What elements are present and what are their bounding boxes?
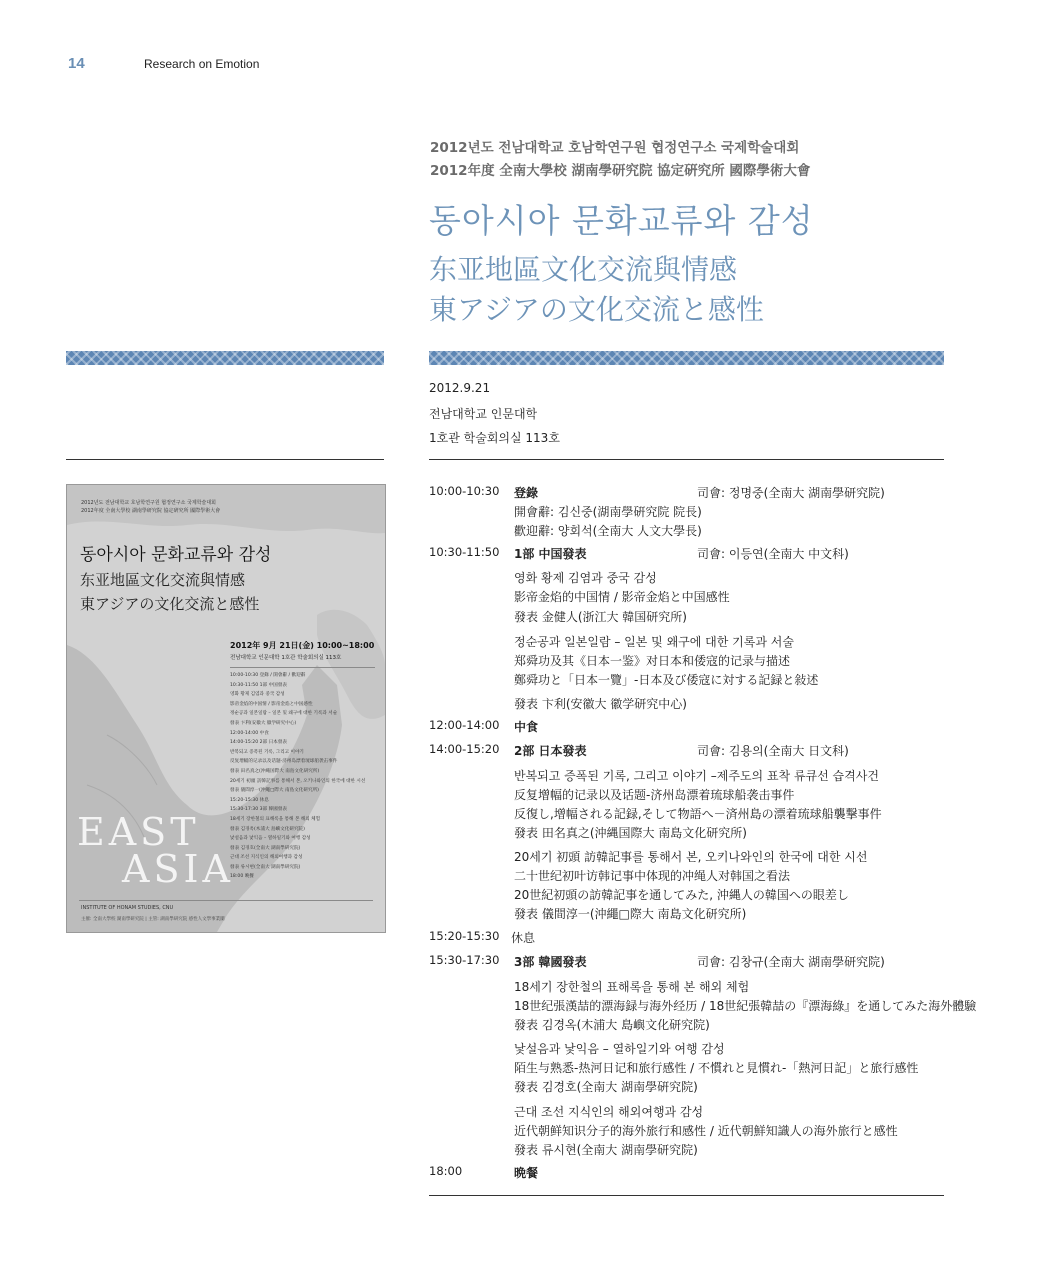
schedule-line: 二十世纪初叶访韩记事中体现的冲绳人对韩国之看法 <box>514 869 791 883</box>
schedule-moderator: 司會: 이등연(全南大 中文科) <box>697 547 849 561</box>
schedule-line: 反復し,增幅される記録,そして物語へ－済州島の漂着琉球船襲撃事件 <box>514 807 882 821</box>
schedule-line: 영화 황제 김염과 중국 감성 <box>514 571 657 585</box>
poster-schedule-line: 반복되고 증폭된 기록, 그리고 이야기 <box>230 749 304 755</box>
schedule-line: 근대 조선 지식인의 해외여행과 감성 <box>514 1105 704 1119</box>
schedule-line: 1部 中国發表 <box>514 547 587 561</box>
poster-schedule-line: 發表 류시현(全南大 湖南學研究院) <box>230 864 301 870</box>
schedule-line: 開會辭: 김신중(湖南學硏究院 院長) <box>514 505 702 519</box>
schedule-line: 發表 儀間淳一(沖繩□際大 南島文化研究所) <box>514 907 747 921</box>
poster-schedule-line: 15:30-17:30 3部 韓國發表 <box>230 807 287 813</box>
poster-schedule-line: 10:00-10:30 登錄 / 開會辭 / 歡迎辭 <box>230 673 306 678</box>
poster-east-text: EAST <box>77 810 200 854</box>
schedule-moderator: 司會: 김창규(全南大 湖南學研究院) <box>697 955 885 969</box>
poster-schedule-line: 12:00-14:00 中食 <box>230 730 269 736</box>
divider-left <box>66 459 384 460</box>
poster-schedule-line: 影帝金焰的中国情 / 影帝金焰と中国感性 <box>230 701 313 707</box>
schedule-time: 18:00 <box>429 1164 463 1178</box>
schedule-line: 發表 김경호(全南大 湖南學硏究院) <box>514 1080 698 1094</box>
schedule-time: 10:30-11:50 <box>429 545 500 559</box>
poster-schedule-line: 發表 儀間淳一(沖繩□際大 南島文化研究所) <box>230 788 319 794</box>
poster-schedule-line: 10:30-11:50 1部 中国發表 <box>230 682 287 688</box>
poster-schedule <box>230 671 380 882</box>
schedule-line: 發表 김경옥(木浦大 島嶼文化研究院) <box>514 1018 710 1032</box>
event-date: 2012.9.21 <box>429 381 491 395</box>
event-poster <box>66 484 386 933</box>
divider-right <box>429 459 944 460</box>
schedule-line: 中食 <box>514 720 539 734</box>
schedule-line: 2部 日本發表 <box>514 744 587 758</box>
poster-footer-rule <box>79 900 373 901</box>
section-title: Research on Emotion <box>144 57 260 71</box>
schedule-line: 鄭舜功と「日本一覽」-日本及び倭寇に対する記録と敍述 <box>514 673 819 687</box>
schedule-line: 發表 金健人(浙江大 韓国研究所) <box>514 610 687 624</box>
schedule-line: 3部 韓國發表 <box>514 955 587 969</box>
schedule-time: 12:00-14:00 <box>429 718 500 732</box>
poster-venue: 전남대학교 인문대학 1호관 학술회의실 113호 <box>230 655 342 661</box>
event-subtitle-cn: 2012年度 全南大學校 湖南學研究院 協定硏究所 國際學術大會 <box>430 163 811 179</box>
poster-schedule-line: 영화 황제 김염과 중국 감성 <box>230 692 285 698</box>
poster-schedule-line: 18:00 晩餐 <box>230 874 254 880</box>
poster-title-jp: 東アジアの文化交流と感性 <box>80 595 260 613</box>
schedule-line: 影帝金焰的中国情 / 影帝金焰と中国感性 <box>514 590 730 604</box>
poster-asia-text: ASIA <box>122 847 234 891</box>
poster-schedule-line: 反复增幅的记录以及话题-济州岛漂着琉球船袭击事件 <box>230 759 338 765</box>
schedule-time: 15:30-17:30 <box>429 953 500 967</box>
poster-top-line-1: 2012년도 전남대학교 호남학연구원 협정연구소 국제학술대회 <box>81 500 217 506</box>
schedule-line: 發表 류시현(全南大 湖南學研究院) <box>514 1143 698 1157</box>
schedule-line: 20세기 初頭 訪韓記事를 통해서 본, 오키나와인의 한국에 대한 시선 <box>514 850 868 864</box>
event-venue-building: 전남대학교 인문대학 <box>429 407 538 421</box>
schedule-line: 發表 卞利(安徽大 徽学研究中心) <box>514 697 687 711</box>
poster-date: 2012年 9月 21日(金) 10:00~18:00 <box>230 641 375 650</box>
poster-schedule-line: 發表 김경옥(木浦大 島嶼文化研究院) <box>230 826 305 832</box>
decorative-band-right <box>429 351 944 365</box>
schedule-moderator: 司會: 김용의(全南大 日文科) <box>697 744 849 758</box>
poster-schedule-line: 정순공과 일본일람 – 일본 및 왜구에 대한 기록과 서술 <box>230 711 338 717</box>
schedule-time: 14:00-15:20 <box>429 742 500 756</box>
schedule-line: 낯설음과 낯익음 – 열하일기와 여행 감성 <box>514 1042 725 1056</box>
schedule-time: 15:20-15:30 <box>429 929 500 943</box>
schedule-line: 休息 <box>511 931 536 945</box>
event-title-jp: 東アジアの文化交流と感性 <box>429 293 764 326</box>
poster-schedule-line: 20세기 初頭 訪韓記事를 통해서 본, 오키나와인의 한국에 대한 시선 <box>230 778 366 784</box>
poster-institute: INSTITUTE OF HONAM STUDIES, CNU <box>81 905 174 911</box>
schedule-moderator: 司會: 정명중(全南大 湖南學研究院) <box>697 486 885 500</box>
poster-title-cn: 东亚地區文化交流與情感 <box>80 571 246 589</box>
schedule-line: 發表 田名真之(沖縄国際大 南島文化研究所) <box>514 826 747 840</box>
poster-schedule-line: 發表 김경호(全南大 湖南學硏究院) <box>230 845 301 851</box>
event-title-cn: 东亚地區文化交流與情感 <box>429 253 738 286</box>
poster-schedule-line: 낯설음과 낯익음 – 열하일기와 여행 감성 <box>230 836 311 842</box>
schedule-line: 18세기 장한철의 표해록을 통해 본 해외 체험 <box>514 980 750 994</box>
event-title-kr: 동아시아 문화교류와 감성 <box>429 201 814 240</box>
poster-schedule-rule <box>230 667 375 668</box>
schedule-line: 정순공과 일본일람 – 일본 및 왜구에 대한 기록과 서술 <box>514 635 794 649</box>
schedule-line: 陌生与熟悉-热河日记和旅行感性 / 不慣れと見慣れ-「熱河日記」と旅行感性 <box>514 1061 919 1075</box>
schedule-line: 郑舜功及其《日本一鉴》对日本和倭寇的记录与描述 <box>514 654 791 668</box>
poster-top-line-2: 2012年度 全南大學校 湖南學研究院 協定硏究所 國際學術大會 <box>81 508 221 514</box>
schedule-line: 反复增幅的记录以及话题-济州岛漂着琉球船袭击事件 <box>514 788 795 802</box>
poster-schedule-line: 근대 조선 지식인의 해외여행과 감성 <box>230 855 303 861</box>
poster-schedule-line: 發表 田名真之(沖縄国際大 南島文化研究所) <box>230 768 320 774</box>
schedule-line: 20世紀初頭の訪韓記事を通してみた, 沖縄人の韓国への眼差し <box>514 888 849 902</box>
poster-title-kr: 동아시아 문화교류와 감성 <box>80 545 272 565</box>
schedule-time: 10:00-10:30 <box>429 484 500 498</box>
schedule-line: 18世纪張漢喆的漂海録与海外经历 / 18世紀張韓喆の『漂海綠』を通してみた海外體驗 <box>514 999 977 1013</box>
schedule-line: 登錄 <box>514 486 539 500</box>
poster-footer: 主催: 全南大學校 湖南學研究院 | 主管: 湖南學研究院 感性人文學事業團 <box>81 917 225 922</box>
poster-schedule-line: 發表 卞利(安徽大 徽学研究中心) <box>230 720 297 726</box>
schedule-line: 歡迎辭: 양회석(全南大 人文大學長) <box>514 524 702 538</box>
divider-bottom <box>429 1195 944 1196</box>
schedule-line: 近代朝鲜知识分子的海外旅行和感性 / 近代朝鮮知識人の海外旅行と感性 <box>514 1124 898 1138</box>
schedule-line: 晩餐 <box>514 1166 539 1180</box>
page-number: 14 <box>68 55 85 72</box>
event-venue-room: 1호관 학술회의실 113호 <box>429 431 560 445</box>
decorative-band-left <box>66 351 384 365</box>
poster-schedule-line: 18세기 장한철의 표해록을 통해 본 해외 체험 <box>230 816 321 822</box>
event-subtitle-kr: 2012년도 전남대학교 호남학연구원 협정연구소 국제학술대회 <box>430 140 800 156</box>
poster-schedule-line: 14:00-15:20 2部 日本發表 <box>230 740 287 746</box>
poster-schedule-line: 15:20-15:30 休息 <box>230 797 269 803</box>
schedule-line: 반복되고 증폭된 기록, 그리고 이야기 –제주도의 표착 류큐선 습격사건 <box>514 769 879 783</box>
